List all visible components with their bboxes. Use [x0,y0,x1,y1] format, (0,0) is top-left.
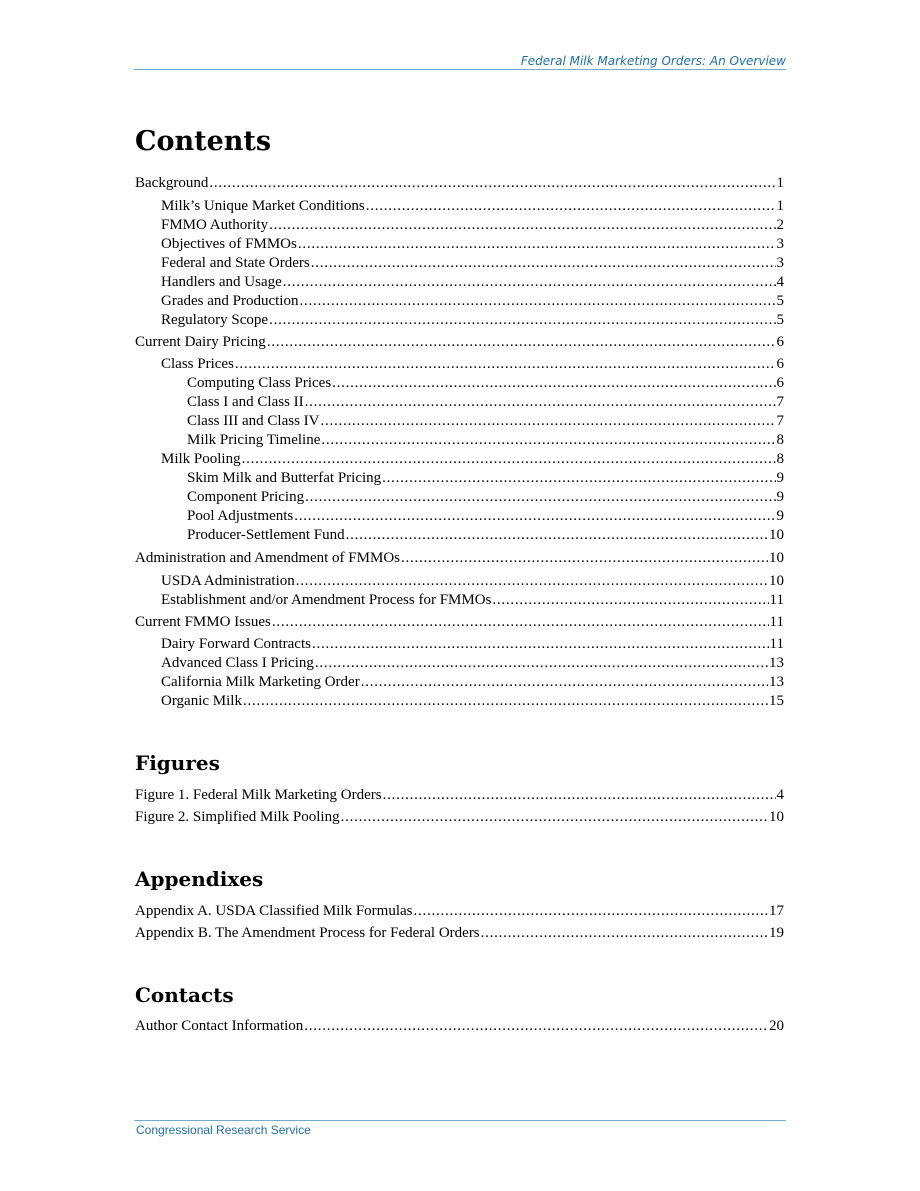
toc-entry-title: California Milk Marketing Order [161,674,360,690]
toc-entry-page: 1 [776,198,784,214]
toc-entry-component-pricing[interactable] [187,488,784,506]
toc-entry-title: Author Contact Information [135,1018,304,1034]
toc-entry-fmmo-authority[interactable] [161,216,784,234]
toc-entry-figure-1[interactable] [135,786,784,804]
dot-leader [299,292,775,310]
toc-entry-title: Regulatory Scope [161,312,269,328]
toc-entry-organic-milk[interactable] [161,692,784,710]
toc-entry-page: 8 [776,432,784,448]
toc-entry-page: 7 [776,413,784,429]
toc-entry-california-milk-marketing-order[interactable] [161,673,784,691]
toc-entry-figure-2[interactable] [135,808,784,826]
toc-entry-title: Figure 1. Federal Milk Marketing Orders [135,787,382,803]
dot-leader [269,311,775,329]
dot-leader [346,526,768,544]
toc-entry-page: 3 [776,255,784,271]
toc-entry-page: 4 [776,787,784,803]
toc-entry-title: Milk Pooling [161,451,241,467]
toc-entry-advanced-class-i-pricing[interactable] [161,654,784,672]
toc-entry-page: 20 [769,1018,784,1034]
contents-heading: Contents [135,126,272,157]
dot-leader [304,1017,768,1035]
toc-entry-title: Background [135,175,209,191]
toc-entry-page: 10 [769,573,784,589]
toc-entry-objectives-of-fmmos[interactable] [161,235,784,253]
toc-entry-title: Computing Class Prices [187,375,332,391]
toc-entry-title: Grades and Production [161,293,299,309]
toc-entry-author-contact-information[interactable] [135,1017,784,1035]
toc-entry-page: 6 [776,375,784,391]
toc-entry-title: Appendix B. The Amendment Process for Federal Orders [135,925,480,941]
dot-leader [272,613,769,631]
dot-leader [361,673,768,691]
toc-entry-page: 5 [776,293,784,309]
toc-entry-title: Milk Pricing Timeline [187,432,321,448]
toc-entry-title: Federal and State Orders [161,255,310,271]
toc-entry-handlers-and-usage[interactable] [161,273,784,291]
toc-entry-milks-unique-market-conditions[interactable] [161,197,784,215]
toc-entry-page: 11 [769,592,784,608]
toc-entry-title: Producer-Settlement Fund [187,527,345,543]
toc-entry-class-i-and-class-ii[interactable] [187,393,784,411]
running-header: Federal Milk Marketing Orders: An Overview [520,54,786,68]
toc-entry-page: 8 [776,451,784,467]
running-footer: Congressional Research Service [136,1123,311,1137]
toc-entry-page: 5 [776,312,784,328]
toc-entry-title: Component Pricing [187,489,305,505]
toc-entry-title: Current FMMO Issues [135,614,271,630]
toc-entry-page: 13 [769,655,784,671]
toc-entry-page: 3 [776,236,784,252]
toc-entry-title: Class III and Class IV [187,413,320,429]
toc-entry-title: Advanced Class I Pricing [161,655,314,671]
toc-entry-administration-and-amendment[interactable] [135,549,784,567]
toc-entry-title: Skim Milk and Butterfat Pricing [187,470,382,486]
toc-entry-establishment-amendment-process[interactable] [161,591,784,609]
toc-entry-page: 2 [776,217,784,233]
dot-leader [320,412,775,430]
toc-entry-page: 11 [769,614,784,630]
toc-entry-page: 13 [769,674,784,690]
contacts-heading: Contacts [135,983,234,1007]
toc-entry-title: Administration and Amendment of FMMOs [135,550,400,566]
toc-entry-class-iii-and-class-iv[interactable] [187,412,784,430]
dot-leader [414,902,768,920]
appendixes-heading: Appendixes [135,867,264,891]
toc-entry-pool-adjustments[interactable] [187,507,784,525]
dot-leader [209,174,775,192]
dot-leader [312,635,769,653]
toc-entry-title: Milk’s Unique Market Conditions [161,198,365,214]
dot-leader [382,469,775,487]
header-rule [134,69,786,70]
dot-leader [269,216,775,234]
toc-entry-computing-class-prices[interactable] [187,374,784,392]
toc-entry-regulatory-scope[interactable] [161,311,784,329]
dot-leader [366,197,776,215]
toc-entry-title: USDA Administration [161,573,295,589]
toc-entry-title: Figure 2. Simplified Milk Pooling [135,809,340,825]
toc-entry-usda-administration[interactable] [161,572,784,590]
toc-entry-page: 19 [769,925,784,941]
toc-entry-producer-settlement-fund[interactable] [187,526,784,544]
dot-leader [243,692,768,710]
toc-entry-page: 10 [769,809,784,825]
toc-entry-title: FMMO Authority [161,217,269,233]
dot-leader [242,450,776,468]
dot-leader [383,786,776,804]
toc-entry-page: 4 [776,274,784,290]
toc-entry-current-dairy-pricing[interactable] [135,333,784,351]
toc-entry-appendix-a[interactable] [135,902,784,920]
toc-entry-title: Establishment and/or Amendment Process for FMMOs [161,592,492,608]
dot-leader [267,333,776,351]
toc-entry-title: Objectives of FMMOs [161,236,297,252]
toc-entry-page: 9 [776,489,784,505]
toc-entry-appendix-b[interactable] [135,924,784,942]
toc-entry-page: 17 [769,903,784,919]
toc-entry-background[interactable] [135,174,784,192]
toc-entry-page: 6 [776,356,784,372]
dot-leader [296,572,768,590]
dot-leader [235,355,776,373]
toc-entry-page: 7 [776,394,784,410]
toc-entry-dairy-forward-contracts[interactable] [161,635,784,653]
dot-leader [298,235,776,253]
toc-entry-page: 6 [776,334,784,350]
toc-entry-page: 9 [776,508,784,524]
toc-entry-title: Pool Adjustments [187,508,294,524]
toc-entry-class-prices[interactable] [161,355,784,373]
toc-entry-title: Class Prices [161,356,234,372]
dot-leader [305,393,776,411]
toc-entry-skim-milk-and-butterfat-pricing[interactable] [187,469,784,487]
toc-entry-grades-and-production[interactable] [161,292,784,310]
toc-entry-page: 11 [769,636,784,652]
toc-entry-title: Handlers and Usage [161,274,282,290]
toc-entry-page: 15 [769,693,784,709]
dot-leader [283,273,776,291]
toc-entry-page: 10 [769,550,784,566]
dot-leader [311,254,776,272]
footer-rule [134,1120,786,1121]
dot-leader [294,507,775,525]
dot-leader [481,924,768,942]
toc-entry-page: 9 [776,470,784,486]
toc-entry-title: Organic Milk [161,693,242,709]
toc-entry-page: 10 [769,527,784,543]
toc-entry-federal-and-state-orders[interactable] [161,254,784,272]
toc-entry-milk-pricing-timeline[interactable] [187,431,784,449]
dot-leader [492,591,768,609]
dot-leader [401,549,768,567]
toc-entry-page: 1 [776,175,784,191]
dot-leader [305,488,775,506]
dot-leader [332,374,775,392]
toc-entry-title: Dairy Forward Contracts [161,636,311,652]
dot-leader [341,808,768,826]
toc-entry-milk-pooling[interactable] [161,450,784,468]
dot-leader [315,654,768,672]
figures-heading: Figures [135,751,220,775]
dot-leader [321,431,775,449]
toc-entry-title: Class I and Class II [187,394,304,410]
toc-entry-current-fmmo-issues[interactable] [135,613,784,631]
toc-entry-title: Appendix A. USDA Classified Milk Formulas [135,903,413,919]
toc-entry-title: Current Dairy Pricing [135,334,266,350]
